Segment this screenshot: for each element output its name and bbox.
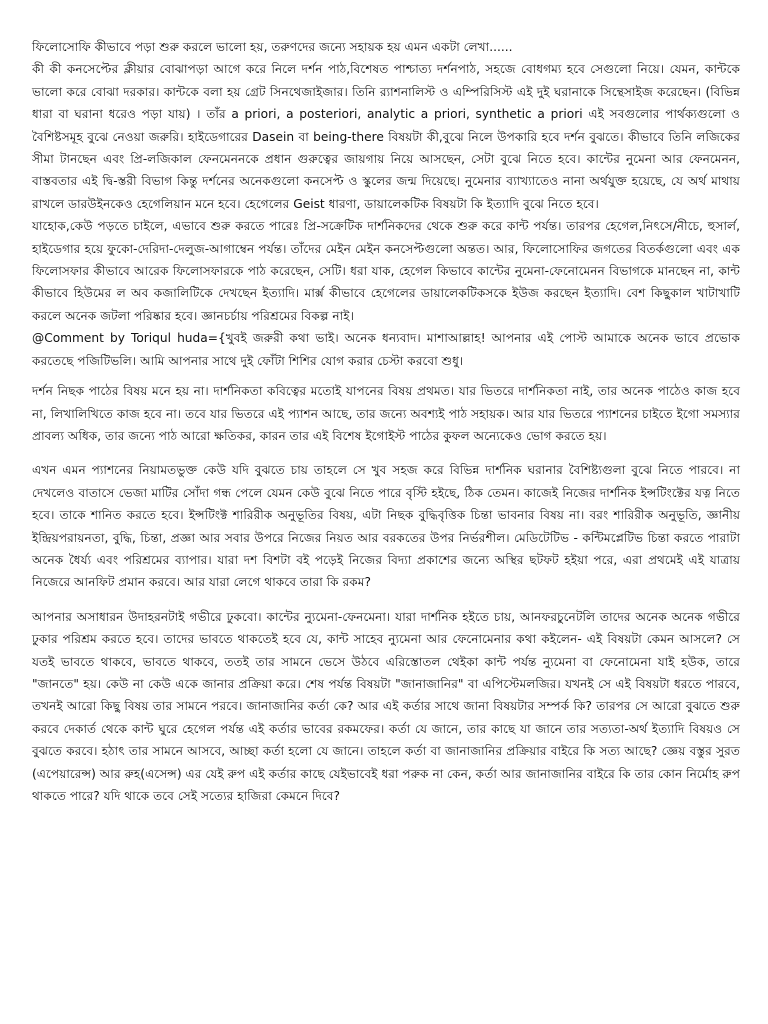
paragraph-instinct: এখন এমন প্যাশনের নিয়ামতভুক্ত কেউ যদি বুঝতে চায় তাহলে সে খুব সহজ করে বিভিন্ন দার্শনিক ঘরানার বৈশিষ্ট্যগুলা বুঝে নিতে পারবে। না দেখলেও বাতাসে ভেজা মাটির সোঁদা গন্ধ পেলে যেমন কেউ বুঝে নিতে পারে বৃস্টি হইছে, ঠিক তেমন। কাজেই নিজের দার্শনিক ইন্সটিংক্টের যত্ন নিতে হবে। তাকে শানিত করতে হবে। ইন্সটিংক্ট শারিরীক অনুভূতির বিষয়, এটা নিছক বুদ্ধিবৃত্তিক চিন্তা ভাবনার বিষয় না। বরং শারিরীক অনুভূতি, জ্ঞানীয় ইন্দ্রিয়পরায়নতা, বুদ্ধি, চিন্তা, প্রজ্ঞা আর সবার উপরে নিজের নিয়ত আর বরকতের উপর নির্ভরশীল। মেডিটেটিভ - কন্টিমপ্লেটিভ চিন্তা করতে পারাটা অনেক ধৈর্য্য এবং পরিশ্রমের ব্যাপার। যারা দশ বিশটা বই পড়েই নিজের বিদ্যা প্রকাশের জন্যে অস্থির ছটফট হইয়া পরে, এরা প্রথমেই এই যাত্রায় নিজেরে আনফিট প্রমান করবে। আর যারা লেগে থাকবে তারা কি রকম? [32, 463, 740, 590]
paragraph-philosophy-passion: দর্শন নিছক পাঠের বিষয় মনে হয় না। দার্শনিকতা কবিত্বের মতোই যাপনের বিষয় প্রথমত। যার ভিতরে দার্শনিকতা নাই, তার অনেক পাঠেও কাজ হবে না, লিখালিখিতে কাজ হবে না। তবে যার ভিতরে এই প্যাশন আছে, তার জন্যে অবশ্যই পাঠ সহায়ক। আর যার ভিতরে প্যাশনের চাইতে ইগো সমস্যার প্রাবল্য অধিক, তার জন্যে পাঠ আরো ক্ষতিকর, কারন তার এই বিশেষ ইগোইস্ট পাঠের কুফল অন্যেকেও ভোগ করতে হয়। [32, 384, 740, 443]
paragraph-noumena-phenomena: আপনার অসাধারন উদাহরনটাই গভীরে ঢুকবো। কান্টের ন্যুমেনা-ফেনমেনা। যারা দার্শনিক হইতে চায়, আনফরচুনেটলি তাদের অনেক অনেক গভীরে ঢুকার পরিশ্রম করতে হবে। তাদের ভাবতে থাকতেই হবে যে, কান্ট সাহেব ন্যুমেনা আর ফেনোমেনার কথা কইলেন- এই বিষয়টা কেমন আসলে? সে যতই ভাবতে থাকবে, ভাবতে থাকবে, ততই তার সামনে ভেসে উঠবে এরিস্তোতল থেইকা কান্ট পর্যন্ত ন্যুমেনা বা ফেনোমেনা যাই হউক, তারে "জানতে" হয়। কেউ না কেউ একে জানার প্রক্রিয়া করে। শেষ পর্যন্ত বিষয়টা "জানাজানির" বা এপিস্টেমলজির। যখনই সে এই বিষয়টা ধরতে পারবে, তখনই আরো কিছু বিষয় তার সামনে পরবে। জানাজানির কর্তা কে? আর এই কর্তার সাথে জানা বিষয়টার সম্পর্ক কি? তারপর সে আরো বুঝতে শুরু করবে দেকার্ত থেকে কান্ট ঘুরে হেগেল পর্যন্ত এই কর্তার ভাবের রকমফের। কর্তা যে জানে, তার কাছে যা জানে তার সত্যতা-অর্থ ইত্যাদি বিষয়ও সে বুঝতে করবে। হঠাৎ তার সামনে আসবে, আচ্ছা কর্তা হলো যে জানে। তাহলে কর্তা বা জানাজানির প্রক্রিয়ার বাইরে কি সত্য আছে? জ্ঞেয় বস্তুর সুরত (এপেয়ারেন্স) আর রুহ(এসেন্স) এর যেই রুপ এই কর্তার কাছে যেইভাবেই ধরা পরুক না কেন, কর্তা আর জানাজানির বাইরে কি তার কোন নির্মোহ রুপ থাকতে পারে? যদি থাকে তবে সেই সত্যের হাজিরা কেমনে দিবে? [32, 609, 740, 803]
paragraph-kant-concepts: কী কী কনসেপ্টের ক্লীয়ার বোঝাপড়া আগে করে নিলে দর্শন পাঠ,বিশেষত পাশ্চাত্য দর্শনপাঠ, সহজে বোধগম্য হবে সেগুলো নিয়ে। যেমন, কান্টকে ভালো করে বোঝা দরকার। কান্টকে বলা হয় গ্রেট সিনথেজাইজার। তিনি র‍্যাশনালিস্ট ও এম্পিরিসিস্ট এই দুই ঘরানাকে সিন্থেসাইজ করেছেন। (বিভিন্ন ধারা বা ঘরানা ধরেও পড়া যায়) । তাঁর a priori, a posteriori, analytic a priori, synthetic a priori এই সবগুলোর পার্থক্যগুলো ও বৈশিষ্টসমূহ বুঝে নেওয়া জরুরি। হাইডেগারের Dasein বা being-there বিষয়টা কী,বুঝে নিলে উপকারি হবে দর্শন বুঝতে। কীভাবে তিনি লজিকের সীমা টানছেন এবং প্রি-লজিকাল ফেনমেননকে প্রধান গুরুত্বের জায়গায় নিয়ে আসছেন, সেটা বুঝে নিতে হবে। কান্টের নুমেনা আর ফেনমেনন, বাস্তবতার এই দ্বি-স্তরী বিভাগ কিন্তু দর্শনের অনেকগুলো কনসেপ্ট ও স্কুলের জন্ম দিয়েছে। নুমেনার ব্যাখ্যাতেও নানা অর্থযুক্ত হয়েছে, যে অর্থ মাথায় রাখলে ডারউইনকেও হেগেলিয়ান মনে হবে। হেগেলের Geist ধারণা, ডায়ালেকটিক বিষয়টা কি ইত্যাদি বুঝে নিতে হবে। [32, 62, 740, 211]
paragraph-reading-path: যাহোক,কেউ পড়তে চাইলে, এভাবে শুরু করতে পারেঃ প্রি-সক্রেটিক দার্শনিকদের থেকে শুরু করে কান্ট পর্যন্ত। তারপর হেগেল,নিৎসে/নীচে, হুসার্ল, হাইডেগার হয়ে ফুকো-দেরিদা-দেলুজ-আগাম্বেন পর্যন্ত। তাঁদের মেইন মেইন কনসেপ্টগুলো অন্তত। আর, ফিলোসোফির জগতের বিতর্কগুলো এবং এক ফিলোসফার কীভাবে আরেক ফিলোসফারকে পাঠ করেছেন, সেটি। ধরা যাক, হেগেল কিভাবে কান্টের নুমেনা-ফেনোমেনন বিভাগকে মানছেন না, কান্ট কীভাবে হিউমের ল অব কজালিটিকে দেখছেন ইত্যাদি। মার্ক্স কীভাবে হেগেলের ডায়ালেকটিকসকে ইউজ করছেন ইত্যাদি। বেশ কিছুকাল খাটাখাটি করলে অনেক জটলা পরিষ্কার হবে। জ্ঞানচর্চায় পরিশ্রমের বিকল্প নাই। [32, 219, 740, 323]
document-title: ফিলোসোফি কীভাবে পড়া শুরু করলে ভালো হয়, তরুণদের জন্যে সহায়ক হয় এমন একটা লেখা...... [32, 40, 513, 54]
document-page [32, 36, 740, 807]
comment-intro: @Comment by Toriqul huda={খুবই জরুরী কথা ভাই। অনেক ধন্যবাদ। মাশাআল্লাহ! আপনার এই পোস্ট আমাকে অনেক ভাবে প্রভোক করতেছে পজিটিভলি। আমি আপনার সাথে দুই ফোঁটা শিশির যোগ করার চেস্টা করবো শুধু। [32, 331, 740, 368]
